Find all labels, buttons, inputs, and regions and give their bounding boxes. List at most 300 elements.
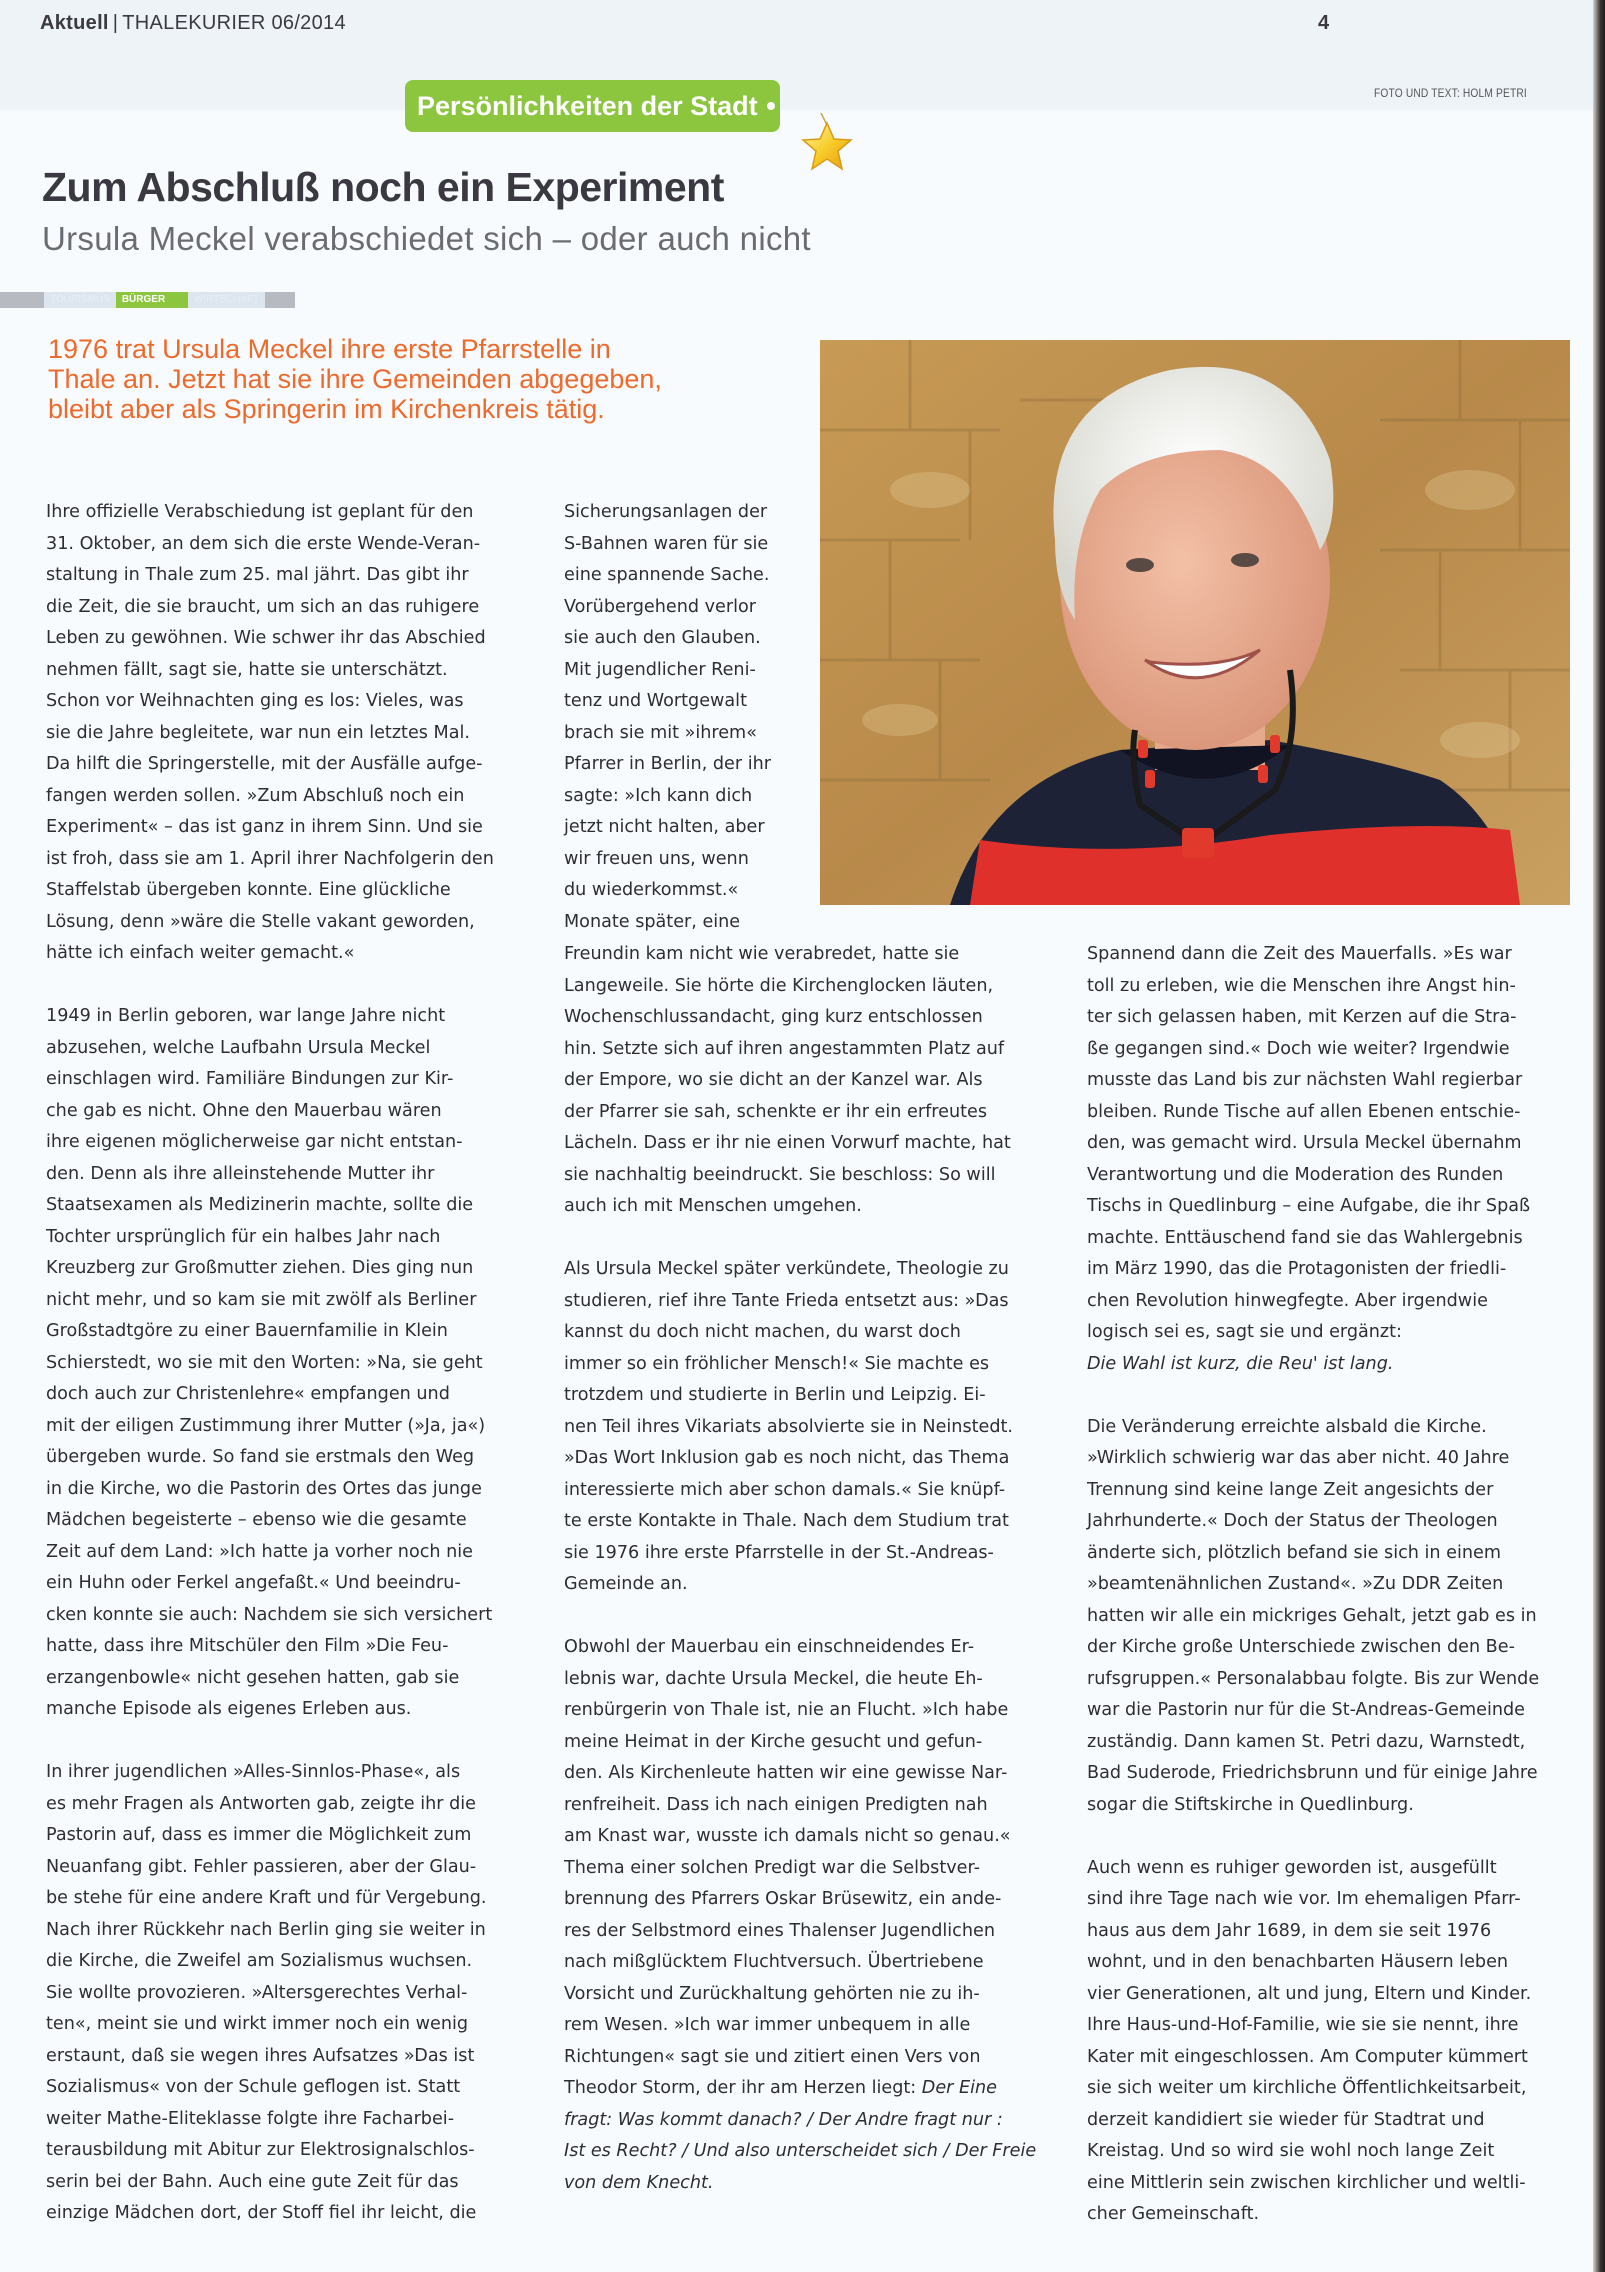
text-line-content: te erste Kontakte in Thale. Nach dem Studium trat [564, 1511, 1009, 1531]
text-line-content: machte. Enttäuschend fand sie das Wahlergebnis [1087, 1227, 1523, 1248]
text-line-content: Verantwortung und die Moderation des Runden [1087, 1164, 1504, 1185]
text-line-content: mit der eiligen Zustimmung ihrer Mutter (»Ja, ja«) [46, 1415, 486, 1436]
text-line-content: immer so ein fröhlicher Mensch!« Sie machte es [564, 1353, 990, 1374]
text-line [46, 1820, 534, 1852]
text-line [1087, 1664, 1575, 1696]
text-line-content: ist froh, dass sie am 1. April ihrer Nachfolgerin den [46, 848, 494, 869]
text-line-content: toll zu erleben, wie die Menschen ihre Angst hin- [1087, 975, 1516, 996]
text-line-content: es mehr Fragen als Antworten gab, zeigte ihr die [46, 1793, 476, 1814]
text-line-content: Vorübergehend verlor [564, 596, 756, 617]
text-line [46, 1096, 534, 1128]
text-line [564, 1664, 1052, 1696]
text-line [564, 1569, 1052, 1601]
text-line [1087, 1790, 1575, 1822]
text-line [564, 1695, 1052, 1727]
text-line [46, 1285, 534, 1317]
text-line-content: logisch sei es, sagt sie und ergänzt: [1087, 1322, 1402, 1342]
text-line [46, 1379, 534, 1411]
text-line [46, 1474, 534, 1506]
text-line-content: Da hilft die Springerstelle, mit der Ausfälle aufge- [46, 754, 483, 774]
star-icon [795, 113, 859, 177]
lede-line: 1976 trat Ursula Meckel ihre erste Pfarrstelle in [48, 334, 611, 364]
text-line-content: Sozialismus« von der Schule geflogen ist. Statt [46, 2077, 461, 2097]
text-line-content: res der Selbstmord eines Thalenser Jugendlichen [564, 1920, 995, 1941]
text-line [1087, 1254, 1575, 1286]
text-line [1087, 1412, 1575, 1444]
text-line-content: auch ich mit Menschen umgehen. [564, 1196, 862, 1216]
text-line-content: brach sie mit »ihrem« [564, 722, 757, 743]
text-line [1087, 1916, 1575, 1948]
paragraph-gap [564, 1601, 1052, 1633]
text-line-content: Tischs in Quedlinburg – eine Aufgabe, die ihr Spaß [1087, 1196, 1531, 1216]
running-head-separator: | [112, 12, 119, 34]
text-line [1087, 1317, 1575, 1349]
photo-credit: FOTO UND TEXT: HOLM PETRI [1374, 86, 1527, 100]
text-line-content: »Das Wort Inklusion gab es noch nicht, das Thema [564, 1448, 1010, 1468]
text-line-content: Auch wenn es ruhiger geworden ist, ausgefüllt [1087, 1857, 1497, 1878]
paragraph-gap [1087, 1380, 1575, 1412]
text-line [1087, 1853, 1575, 1885]
text-line [1087, 2010, 1575, 2042]
text-line-content: doch auch zur Christenlehre« empfangen und [46, 1384, 450, 1404]
text-line-content: am Knast war, wusste ich damals nicht so genau.« [564, 1826, 1011, 1846]
text-line-content: sie sich weiter um kirchliche Öffentlichkeitsarbeit, [1087, 2078, 1527, 2098]
text-line [46, 875, 534, 907]
text-line [46, 907, 534, 939]
category-buerger: BÜRGER [116, 292, 188, 308]
text-line [46, 1631, 534, 1663]
text-line-content: Tochter ursprünglich für ein halbes Jahr nach [46, 1226, 441, 1247]
text-line [46, 2072, 534, 2104]
text-line [46, 781, 534, 813]
text-line [564, 560, 793, 592]
text-line-content: sie auch den Glauben. [564, 628, 761, 648]
text-line-content: Pastorin auf, dass es immer die Möglichkeit zum [46, 1825, 472, 1845]
text-line-content: be stehe für eine andere Kraft und für Vergebung. [46, 1888, 487, 1908]
text-line-content: im März 1990, das die Protagonisten der friedli- [1087, 1259, 1507, 1279]
text-line [564, 1947, 1052, 1979]
text-line [1087, 2073, 1575, 2105]
text-line [1087, 1569, 1575, 1601]
text-line-content: renfreiheit. Dass ich nach einigen Predigten nah [564, 1794, 988, 1815]
text-line-content: musste das Land bis zur nächsten Wahl regierbar [1087, 1070, 1523, 1090]
page-binding-edge [1593, 0, 1605, 2272]
text-line-content: Gemeinde an. [564, 1574, 688, 1594]
text-line [1087, 1947, 1575, 1979]
text-line [1087, 1097, 1575, 1129]
text-line-content: du wiederkommst.« [564, 880, 739, 900]
running-head [40, 12, 346, 35]
text-line-content: renbürgerin von Thale ist, nie an Flucht. »Ich habe [564, 1700, 1009, 1720]
text-line-content: fangen werden sollen. »Zum Abschluß noch ein [46, 785, 465, 806]
text-line [564, 592, 793, 624]
text-line [46, 2009, 534, 2041]
text-line-content: Vorsicht und Zurückhaltung gehörten nie zu ih- [564, 1983, 980, 2004]
text-line [1087, 1601, 1575, 1633]
text-line [564, 1884, 1052, 1916]
text-line [564, 686, 793, 718]
text-line-content: Langeweile. Sie hörte die Kirchenglocken läuten, [564, 975, 994, 996]
text-line-content: Theodor Storm, der ihr am Herzen liegt: [564, 2078, 922, 2098]
text-line [564, 2042, 1052, 2074]
text-line [46, 1537, 534, 1569]
text-line-content: che gab es nicht. Ohne den Mauerbau wären [46, 1100, 442, 1121]
text-line-content: übergeben wurde. So fand sie erstmals den Weg [46, 1447, 475, 1467]
text-line-content: war die Pastorin nur für die St-Andreas-Gemeinde [1087, 1700, 1525, 1720]
text-line-content: trotzdem und studierte in Berlin und Leipzig. Ei- [564, 1385, 986, 1405]
text-line [46, 1348, 534, 1380]
article-column-1 [46, 497, 534, 2230]
text-line [46, 1159, 534, 1191]
text-line [1087, 2042, 1575, 2074]
text-line [46, 592, 534, 624]
text-line [46, 1757, 534, 1789]
text-line-content: ihre eigenen möglicherweise gar nicht entstan- [46, 1132, 463, 1152]
text-line-content: ße gegangen sind.« Doch wie weiter? Irgendwie [1087, 1038, 1510, 1059]
text-line-content: Ihre Haus-und-Hof-Familie, wie sie sie nennt, ihre [1087, 2015, 1519, 2035]
text-line [46, 1789, 534, 1821]
text-line [564, 2105, 1052, 2137]
lede-line: Thale an. Jetzt hat sie ihre Gemeinden abgegeben, [48, 364, 662, 394]
badge-hook-dot [767, 102, 775, 110]
text-line-content: zuständig. Dann kamen St. Petri dazu, Warnstedt, [1087, 1731, 1526, 1752]
text-line-content: tenz und Wortgewalt [564, 691, 747, 711]
text-line-content: Staffelstab übergeben konnte. Eine glückliche [46, 880, 451, 900]
text-line [1087, 1191, 1575, 1223]
text-line [46, 1694, 534, 1726]
text-line-content: 1949 in Berlin geboren, war lange Jahre nicht [46, 1006, 446, 1026]
text-line-content: Experiment« – das ist ganz in ihrem Sinn. Und sie [46, 817, 483, 837]
text-line [1087, 971, 1575, 1003]
text-line-content: hätte ich einfach weiter gemacht.« [46, 943, 355, 963]
text-line-content: Ihre offizielle Verabschiedung ist geplant für den [46, 502, 474, 522]
text-line-content: wohnt, und in den benachbarten Häusern leben [1087, 1952, 1509, 1972]
text-line-content: in die Kirche, wo die Pastorin des Ortes das junge [46, 1478, 482, 1499]
text-line [564, 529, 793, 561]
text-line-content: serin bei der Bahn. Auch eine gute Zeit für das [46, 2171, 459, 2192]
text-line-content: chen Revolution hinwegfegte. Aber irgendwie [1087, 1290, 1488, 1311]
lede [48, 334, 788, 424]
text-line [46, 1915, 534, 1947]
text-line [46, 812, 534, 844]
text-line [46, 1883, 534, 1915]
text-line-content: terausbildung mit Abitur zur Elektrosignalschlos- [46, 2140, 475, 2160]
text-line [1087, 2136, 1575, 2168]
text-line-content: eine Mittlerin sein zwischen kirchlicher und weltli- [1087, 2172, 1526, 2193]
portrait-illustration [820, 340, 1570, 905]
text-line-content: meine Heimat in der Kirche gesucht und gefun- [564, 1731, 983, 1752]
article-column-3 [1087, 939, 1575, 2231]
text-line [564, 1128, 1052, 1160]
text-line [46, 2198, 534, 2230]
section-badge-label: Persönlichkeiten der Stadt [417, 91, 758, 121]
text-line [46, 749, 534, 781]
text-line [1087, 1979, 1575, 2011]
text-line-content: von dem Knecht. [564, 2172, 714, 2193]
text-line-content: staltung in Thale zum 25. mal jährt. Das gibt ihr [46, 565, 469, 585]
text-line [564, 1443, 1052, 1475]
text-line [564, 749, 793, 781]
text-line [564, 1034, 1052, 1066]
text-line [46, 1852, 534, 1884]
text-line-content: Ist es Recht? / Und also unterscheidet sich / Der Freie [564, 2141, 1037, 2161]
text-line [564, 875, 793, 907]
text-line [564, 1632, 1052, 1664]
text-line [46, 2135, 534, 2167]
text-line-content: die Kirche, die Zweifel am Sozialismus wuchsen. [46, 1951, 473, 1971]
text-line-content: Jahrhunderte.« Doch der Status der Theologen [1087, 1511, 1498, 1531]
text-line-content: Staatsexamen als Medizinerin machte, sollte die [46, 1195, 474, 1215]
text-line [564, 1002, 1052, 1034]
text-line-content: vier Generationen, alt und jung, Eltern und Kinder. [1087, 1983, 1532, 2004]
text-line-content: Richtungen« sagt sie und zitiert einen Vers von [564, 2046, 981, 2067]
text-line-content: Obwohl der Mauerbau ein einschneidendes Er- [564, 1637, 975, 1657]
text-line [46, 1663, 534, 1695]
text-line [564, 1380, 1052, 1412]
text-line-content: die Zeit, die sie braucht, um sich an das ruhigere [46, 596, 480, 617]
text-line [564, 623, 793, 655]
text-line [46, 1442, 534, 1474]
lede-line: bleibt aber als Springerin im Kirchenkreis tätig. [48, 394, 605, 424]
text-line-content: weiter Mathe-Eliteklasse folgte ihre Facharbei- [46, 2108, 455, 2129]
article-column-2-narrow [564, 497, 793, 938]
text-line [564, 971, 1052, 1003]
publication-name: THALEKURIER 06/2014 [122, 12, 346, 34]
text-line [1087, 1160, 1575, 1192]
text-line-content: studieren, rief ihre Tante Frieda entsetzt aus: »Das [564, 1290, 1009, 1311]
text-line [46, 844, 534, 876]
text-line-content: wir freuen uns, wenn [564, 848, 749, 869]
text-line [46, 2104, 534, 2136]
text-line-italic: Der Eine [921, 2078, 997, 2098]
text-line-content: manche Episode als eigenes Erleben aus. [46, 1699, 412, 1719]
paragraph-gap [1087, 1821, 1575, 1853]
text-line-content: den, was gemacht wird. Ursula Meckel übernahm [1087, 1133, 1522, 1153]
text-line [1087, 1506, 1575, 1538]
text-line-content: Leben zu gewöhnen. Wie schwer ihr das Abschied [46, 628, 486, 648]
text-line [1087, 1065, 1575, 1097]
headline: Zum Abschluß noch ein Experiment [42, 164, 724, 210]
text-line [46, 1222, 534, 1254]
text-line-content: einzige Mädchen dort, der Stoff fiel ihr leicht, die [46, 2203, 477, 2223]
text-line-content: der Empore, wo sie dicht an der Kanzel war. Als [564, 1070, 983, 1090]
text-line [564, 1065, 1052, 1097]
text-line-content: den. Als Kirchenleute hatten wir eine gewisse Nar- [564, 1763, 1008, 1783]
text-line-content: hin. Setzte sich auf ihren angestammten Platz auf [564, 1038, 1005, 1059]
text-line-content: Nach ihrer Rückkehr nach Berlin ging sie weiter in [46, 1919, 486, 1940]
text-line-content: Mit jugendlicher Reni- [564, 659, 756, 680]
text-line-content: Trennung sind keine lange Zeit angesichts der [1087, 1479, 1494, 1500]
text-line-content: rufsgruppen.« Personalabbau folgte. Bis zur Wende [1087, 1668, 1540, 1689]
text-line [564, 781, 793, 813]
text-line-content: erzangenbowle« nicht gesehen hatten, gab sie [46, 1667, 460, 1688]
text-line-content: sie 1976 ihre erste Pfarrstelle in der St.-Andreas- [564, 1542, 994, 1563]
text-line [1087, 1758, 1575, 1790]
text-line-content: Die Veränderung erreichte alsbald die Kirche. [1087, 1416, 1487, 1437]
text-line [564, 2136, 1052, 2168]
text-line [564, 844, 793, 876]
text-line-content: ten«, meint sie und wirkt immer noch ein wenig [46, 2014, 469, 2034]
text-line [46, 1505, 534, 1537]
text-line [1087, 2105, 1575, 2137]
text-line [564, 718, 793, 750]
text-line [564, 1349, 1052, 1381]
text-line-content: eine spannende Sache. [564, 565, 770, 585]
text-line-content: kannst du doch nicht machen, du warst doch [564, 1322, 961, 1342]
text-line [1087, 1695, 1575, 1727]
text-line [46, 938, 534, 970]
text-line [46, 2167, 534, 2199]
text-line [564, 1475, 1052, 1507]
text-line [46, 1946, 534, 1978]
text-line-content: fragt: Was kommt danach? / Der Andre fragt nur : [564, 2109, 1003, 2130]
text-line [1087, 1223, 1575, 1255]
text-line [564, 1853, 1052, 1885]
text-line-content: ter sich gelassen haben, mit Kerzen auf die Stra- [1087, 1007, 1517, 1027]
text-line [46, 1600, 534, 1632]
text-line-content: lebnis war, dachte Ursula Meckel, die heute Eh- [564, 1668, 983, 1689]
text-line [564, 1979, 1052, 2011]
text-line-content: der Kirche große Unterschiede zwischen den Be- [1087, 1637, 1515, 1657]
text-line-content: nicht mehr, und so kam sie mit zwölf als Berliner [46, 1289, 477, 1310]
text-line [564, 2168, 1052, 2200]
text-line-content: Schon vor Weihnachten ging es los: Vieles, was [46, 691, 464, 711]
text-line-content: erstaunt, daß sie wegen ihres Aufsatzes »Das ist [46, 2045, 475, 2066]
text-line-content: Neuanfang gibt. Fehler passieren, aber der Glau- [46, 1856, 477, 1877]
text-line-content: abzusehen, welche Laufbahn Ursula Meckel [46, 1037, 431, 1058]
article-column-2 [564, 939, 1052, 2199]
text-line-content: Monate später, eine [564, 911, 741, 932]
text-line-content: S-Bahnen waren für sie [564, 533, 769, 554]
text-line [1087, 939, 1575, 971]
text-line [1087, 1632, 1575, 1664]
paragraph-gap [46, 1726, 534, 1758]
section-badge [405, 80, 780, 132]
text-line-content: sind ihre Tage nach wie vor. Im ehemaligen Pfarr- [1087, 1889, 1521, 1909]
text-line [564, 1254, 1052, 1286]
necklace-pendant [1182, 828, 1214, 858]
text-line [46, 718, 534, 750]
text-line-content: bleiben. Runde Tische auf allen Ebenen entschie- [1087, 1101, 1521, 1122]
text-line-content: Lächeln. Dass er ihr nie einen Vorwurf machte, hat [564, 1133, 1011, 1153]
text-line-content: 31. Oktober, an dem sich die erste Wende-Veran- [46, 533, 481, 554]
text-line [1087, 1034, 1575, 1066]
category-bar-cap [0, 292, 44, 308]
text-line [564, 1160, 1052, 1192]
text-line [1087, 1128, 1575, 1160]
text-line-content: sie nachhaltig beeindruckt. Sie beschloss: So will [564, 1164, 996, 1185]
text-line [46, 1001, 534, 1033]
text-line [1087, 1002, 1575, 1034]
text-line [564, 1506, 1052, 1538]
text-line [1087, 1443, 1575, 1475]
text-line-content: sagte: »Ich kann dich [564, 785, 753, 806]
text-line-content: sie die Jahre begleitete, war nun ein letztes Mal. [46, 722, 470, 743]
text-line-content: derzeit kandidiert sie wieder für Stadtrat und [1087, 2109, 1485, 2130]
text-line-content: brennung des Pfarrers Oskar Brüsewitz, ein ande- [564, 1889, 1002, 1909]
text-line [564, 655, 793, 687]
text-line-content: Wochenschlussandacht, ging kurz entschlossen [564, 1007, 983, 1027]
text-line-content: Pfarrer in Berlin, der ihr [564, 754, 771, 774]
text-line-content: Kater mit eingeschlossen. Am Computer kümmert [1087, 2046, 1528, 2067]
category-bar-cap [265, 292, 295, 308]
text-line [564, 1097, 1052, 1129]
text-line-content: nen Teil ihres Vikariats absolvierte sie in Neinstedt. [564, 1416, 1014, 1437]
text-line [46, 1316, 534, 1348]
paragraph-gap [564, 1223, 1052, 1255]
text-line-content: nach mißglücktem Fluchtversuch. Übertriebene [564, 1952, 984, 1972]
text-line [564, 2073, 1052, 2105]
text-line [46, 1033, 534, 1065]
text-line-content: den. Denn als ihre alleinstehende Mutter ihr [46, 1163, 435, 1184]
text-line [1087, 2199, 1575, 2231]
text-line [564, 812, 793, 844]
text-line-content: Als Ursula Meckel später verkündete, Theologie zu [564, 1259, 1009, 1279]
text-line-content: »Wirklich schwierig war das aber nicht. 40 Jahre [1087, 1448, 1510, 1468]
text-line [1087, 1475, 1575, 1507]
text-line-content: Schierstedt, wo sie mit den Worten: »Na, sie geht [46, 1352, 483, 1373]
text-line [46, 1568, 534, 1600]
text-line [46, 686, 534, 718]
text-line-content: Spannend dann die Zeit des Mauerfalls. »Es war [1087, 944, 1512, 964]
text-line-content: sogar die Stiftskirche in Quedlinburg. [1087, 1794, 1414, 1815]
text-line-content: Großstadtgöre zu einer Bauernfamilie in Klein [46, 1321, 448, 1341]
text-line-content: Freundin kam nicht wie verabredet, hatte sie [564, 944, 960, 964]
text-line-content: In ihrer jugendlichen »Alles-Sinnlos-Phase«, als [46, 1762, 461, 1782]
text-line [564, 497, 793, 529]
text-line [46, 497, 534, 529]
text-line-content: Zeit auf dem Land: »Ich hatte ja vorher noch nie [46, 1541, 473, 1562]
text-line-content: cken konnte sie auch: Nachdem sie sich versichert [46, 1604, 493, 1625]
text-line [46, 1190, 534, 1222]
text-line-content: änderte sich, plötzlich befand sie sich in einem [1087, 1542, 1501, 1563]
text-line [1087, 1538, 1575, 1570]
text-line [1087, 1349, 1575, 1381]
category-bar [0, 292, 295, 308]
text-line [46, 2041, 534, 2073]
text-line [564, 1317, 1052, 1349]
text-line [564, 1916, 1052, 1948]
text-line-content: der Pfarrer sie sah, schenkte er ihr ein erfreutes [564, 1101, 987, 1122]
category-wirtschaft: WIRTSCHAFT [188, 292, 265, 308]
text-line [564, 1412, 1052, 1444]
text-line [564, 1758, 1052, 1790]
portrait-photo [820, 340, 1570, 905]
text-line [46, 1127, 534, 1159]
text-line-content: Mädchen begeisterte – ebenso wie die gesamte [46, 1510, 467, 1530]
text-line [46, 655, 534, 687]
text-line [1087, 1884, 1575, 1916]
text-line [564, 939, 1052, 971]
text-line-content: »beamtenähnlichen Zustand«. »Zu DDR Zeiten [1087, 1574, 1504, 1594]
text-line [46, 1253, 534, 1285]
text-line [564, 1727, 1052, 1759]
category-tourismus: TOURISMUS [44, 292, 116, 308]
text-line [564, 1191, 1052, 1223]
text-line [46, 1978, 534, 2010]
text-line [46, 529, 534, 561]
text-line-content: ein Huhn oder Ferkel angefaßt.« Und beeindru- [46, 1573, 461, 1593]
page-number: 4 [1318, 12, 1330, 34]
text-line-content: rem Wesen. »Ich war immer unbequem in alle [564, 2015, 971, 2035]
text-line [1087, 1727, 1575, 1759]
text-line [564, 2010, 1052, 2042]
text-line [46, 1411, 534, 1443]
text-line-content: Die Wahl ist kurz, die Reu' ist lang. [1087, 1353, 1394, 1374]
text-line [564, 907, 793, 939]
text-line-content: nehmen fällt, sagt sie, hatte sie unterschätzt. [46, 659, 448, 680]
text-line-content: haus aus dem Jahr 1689, in dem sie seit 1976 [1087, 1920, 1492, 1941]
